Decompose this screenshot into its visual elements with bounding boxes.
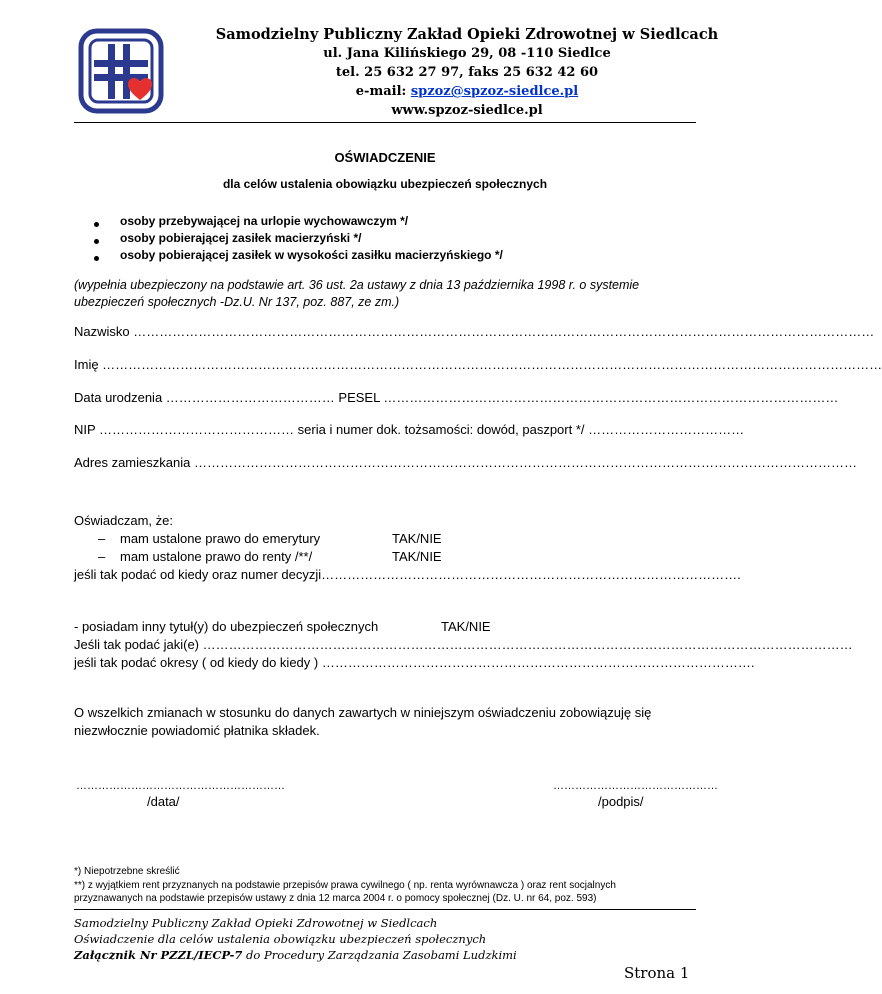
organization-website: www.spzoz-siedlce.pl bbox=[391, 103, 543, 118]
organization-email-line bbox=[200, 84, 734, 99]
declaration-intro: Oświadczam, że: bbox=[74, 513, 173, 528]
bullet-icon bbox=[94, 222, 99, 227]
disability-pension-item: mam ustalone prawo do renty /**/ bbox=[120, 549, 313, 564]
notification-text: niezwłocznie powiadomić płatnika składek. bbox=[74, 723, 320, 738]
bullet-item: osoby pobierającej zasiłek w wysokości zasiłku macierzyńskiego */ bbox=[120, 248, 503, 262]
legal-note-line: ubezpieczeń społecznych -Dz.U. Nr 137, poz. 887, ze zm.) bbox=[74, 295, 400, 309]
disability-pension-answer[interactable]: TAK/NIE bbox=[392, 549, 442, 564]
document-subtitle: dla celów ustalenia obowiązku ubezpieczeń społecznych bbox=[222, 177, 548, 191]
other-insurance-answer[interactable]: TAK/NIE bbox=[441, 619, 491, 634]
attachment-procedure: do Procedury Zarządzania Zasobami Ludzkimi bbox=[242, 948, 517, 962]
dash-marker: – bbox=[98, 549, 106, 564]
decision-details-field[interactable]: jeśli tak podać od kiedy oraz numer decyzji……………………………………………………………………………………. bbox=[74, 567, 741, 582]
footer-org-name: Samodzielny Publiczny Zakład Opieki Zdrowotnej w Siedlcach bbox=[74, 916, 438, 930]
footer-divider bbox=[74, 909, 696, 910]
organization-logo bbox=[78, 28, 164, 114]
cross-heart-icon bbox=[78, 28, 164, 114]
attachment-number: Załącznik Nr PZZL/IECP-7 bbox=[74, 948, 243, 962]
footer-doc-name: Oświadczenie dla celów ustalenia obowiązku ubezpieczeń społecznych bbox=[74, 932, 487, 946]
footnote: **) z wyjątkiem rent przyznanych na podstawie przepisów prawa cywilnego ( np. renta wyrównawcza ) oraz rent socjalnych bbox=[74, 880, 616, 891]
signature-label: /podpis/ bbox=[598, 794, 644, 809]
organization-name: Samodzielny Publiczny Zakład Opieki Zdrowotnej w Siedlcach bbox=[215, 26, 719, 43]
document-title: OŚWIADCZENIE bbox=[334, 150, 436, 165]
date-label: /data/ bbox=[147, 794, 180, 809]
other-insurance-title: - posiadam inny tytuł(y) do ubezpieczeń społecznych bbox=[74, 619, 379, 634]
organization-address: ul. Jana Kilińskiego 29, 08 -110 Siedlce bbox=[323, 46, 611, 61]
date-line[interactable]: ………………………………………………… bbox=[76, 780, 285, 792]
header-divider bbox=[74, 122, 696, 123]
organization-phone: tel. 25 632 27 97, faks 25 632 42 60 bbox=[335, 65, 599, 80]
other-insurance-periods-field[interactable]: jeśli tak podać okresy ( od kiedy do kiedy ) ………………………………………………………………………………………. bbox=[74, 655, 755, 670]
dash-marker: – bbox=[98, 531, 106, 546]
other-insurance-type-field[interactable]: Jeśli tak podać jaki(e) …………………………………………………………………………………………………………………………………… bbox=[74, 637, 853, 652]
page-number: Strona 1 bbox=[624, 964, 690, 982]
surname-field[interactable]: Nazwisko ……………………………………………………………………………………………………………………………………………………… bbox=[74, 324, 875, 339]
footnote: *) Niepotrzebne skreślić bbox=[74, 866, 180, 877]
bullet-icon bbox=[94, 256, 99, 261]
nip-id-document-field[interactable]: NIP ……………………………………… seria i numer dok. tożsamości: dowód, paszport */ ……………………………… bbox=[74, 422, 745, 437]
signature-line[interactable]: ……………………………………… bbox=[553, 780, 718, 792]
footnote: przyznawanych na podstawie przepisów ustawy z dnia 12 marca 2004 r. o pomocy społecznej (Dz. U. nr 64, poz. 593) bbox=[74, 893, 597, 904]
email-label: e-mail: bbox=[355, 84, 411, 99]
bullet-item: osoby przebywającej na urlopie wychowawczym */ bbox=[120, 214, 409, 228]
footer-attachment bbox=[74, 948, 517, 962]
first-name-field[interactable]: Imię ……………………………………………………………………………………………………………………………………………………………… bbox=[74, 357, 882, 372]
legal-note-line: (wypełnia ubezpieczony na podstawie art. 36 ust. 2a ustawy z dnia 13 października 1998 r. o systemie bbox=[74, 278, 640, 292]
email-link[interactable]: spzoz@spzoz-siedlce.pl bbox=[410, 84, 579, 99]
home-address-field[interactable]: Adres zamieszkania ……………………………………………………………………………………………………………………………………… bbox=[74, 455, 857, 470]
pension-retirement-item: mam ustalone prawo do emerytury bbox=[120, 531, 321, 546]
birth-date-pesel-field[interactable]: Data urodzenia ………………………………… PESEL …………………………………………………………………………………………… bbox=[74, 390, 839, 405]
pension-retirement-answer[interactable]: TAK/NIE bbox=[392, 531, 442, 546]
bullet-item: osoby pobierającej zasiłek macierzyński */ bbox=[120, 231, 362, 245]
notification-text: O wszelkich zmianach w stosunku do danych zawartych w niniejszym oświadczeniu zobowiązuję się bbox=[74, 705, 652, 720]
bullet-icon bbox=[94, 239, 99, 244]
